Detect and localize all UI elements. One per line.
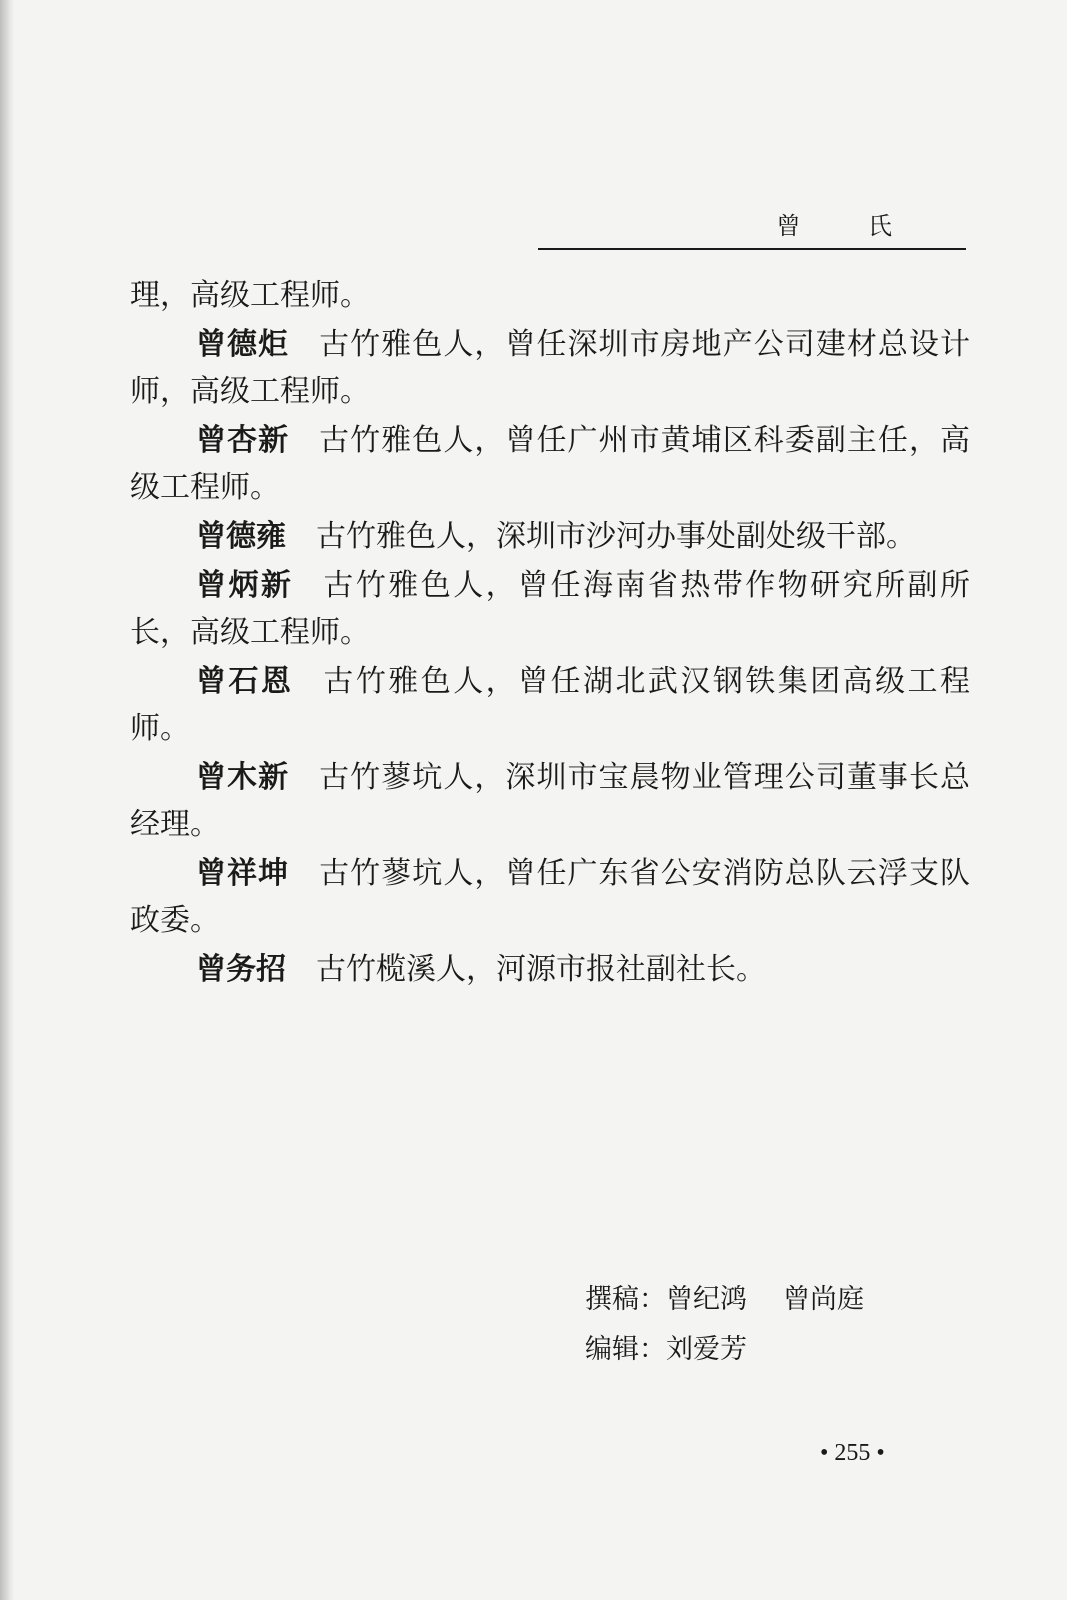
entry-paragraph [130, 946, 970, 993]
entry-paragraph [130, 417, 970, 511]
entry-description: 古竹蓼坑人，曾任广东省公安消防总队云浮支队政委。 [130, 856, 971, 938]
writers-line [585, 1275, 864, 1325]
entry-paragraph [130, 513, 970, 560]
entry-paragraph [130, 850, 970, 944]
writers-label: 撰稿： [585, 1284, 666, 1315]
editor-line [585, 1325, 864, 1375]
entry-name: 曾务招 [196, 952, 286, 987]
entry-name: 曾德炬 [196, 327, 290, 362]
entry-description: 古竹雅色人，深圳市沙河办事处副处级干部。 [316, 519, 916, 554]
body-text [130, 272, 970, 995]
continuation-paragraph: 理，高级工程师。 [130, 278, 370, 313]
entry-name: 曾祥坤 [196, 856, 290, 891]
entry-name: 曾德雍 [196, 519, 286, 554]
entry-paragraph [130, 562, 970, 656]
credits [585, 1275, 864, 1375]
entry-name: 曾炳新 [196, 568, 294, 603]
editor-label: 编辑： [585, 1334, 666, 1365]
header-rule [538, 248, 966, 250]
entry-description: 古竹雅色人，曾任湖北武汉钢铁集团高级工程师。 [130, 664, 971, 746]
scan-edge-shadow [0, 0, 14, 1600]
editor-name: 刘爱芳 [666, 1334, 747, 1365]
entry-paragraph [130, 658, 970, 752]
entry-name: 曾木新 [196, 760, 290, 795]
entry-description: 古竹蓼坑人，深圳市宝晨物业管理公司董事长总经理。 [130, 760, 971, 842]
entry-description: 古竹榄溪人，河源市报社副社长。 [316, 952, 766, 987]
entry-description: 古竹雅色人，曾任海南省热带作物研究所副所长，高级工程师。 [130, 568, 971, 650]
entry-name: 曾杏新 [196, 423, 290, 458]
entry-name: 曾石恩 [196, 664, 294, 699]
entry-description: 古竹雅色人，曾任广州市黄埔区科委副主任，高级工程师。 [130, 423, 971, 505]
entry-description: 古竹雅色人，曾任深圳市房地产公司建材总设计师，高级工程师。 [130, 327, 971, 409]
page-number: • 255 • [820, 1440, 885, 1466]
entry-paragraph [130, 754, 970, 848]
entry-paragraph [130, 321, 970, 415]
writer-name: 曾纪鸿 [666, 1284, 747, 1315]
running-header: 曾 氏 [776, 212, 922, 240]
writer-name: 曾尚庭 [783, 1284, 864, 1315]
